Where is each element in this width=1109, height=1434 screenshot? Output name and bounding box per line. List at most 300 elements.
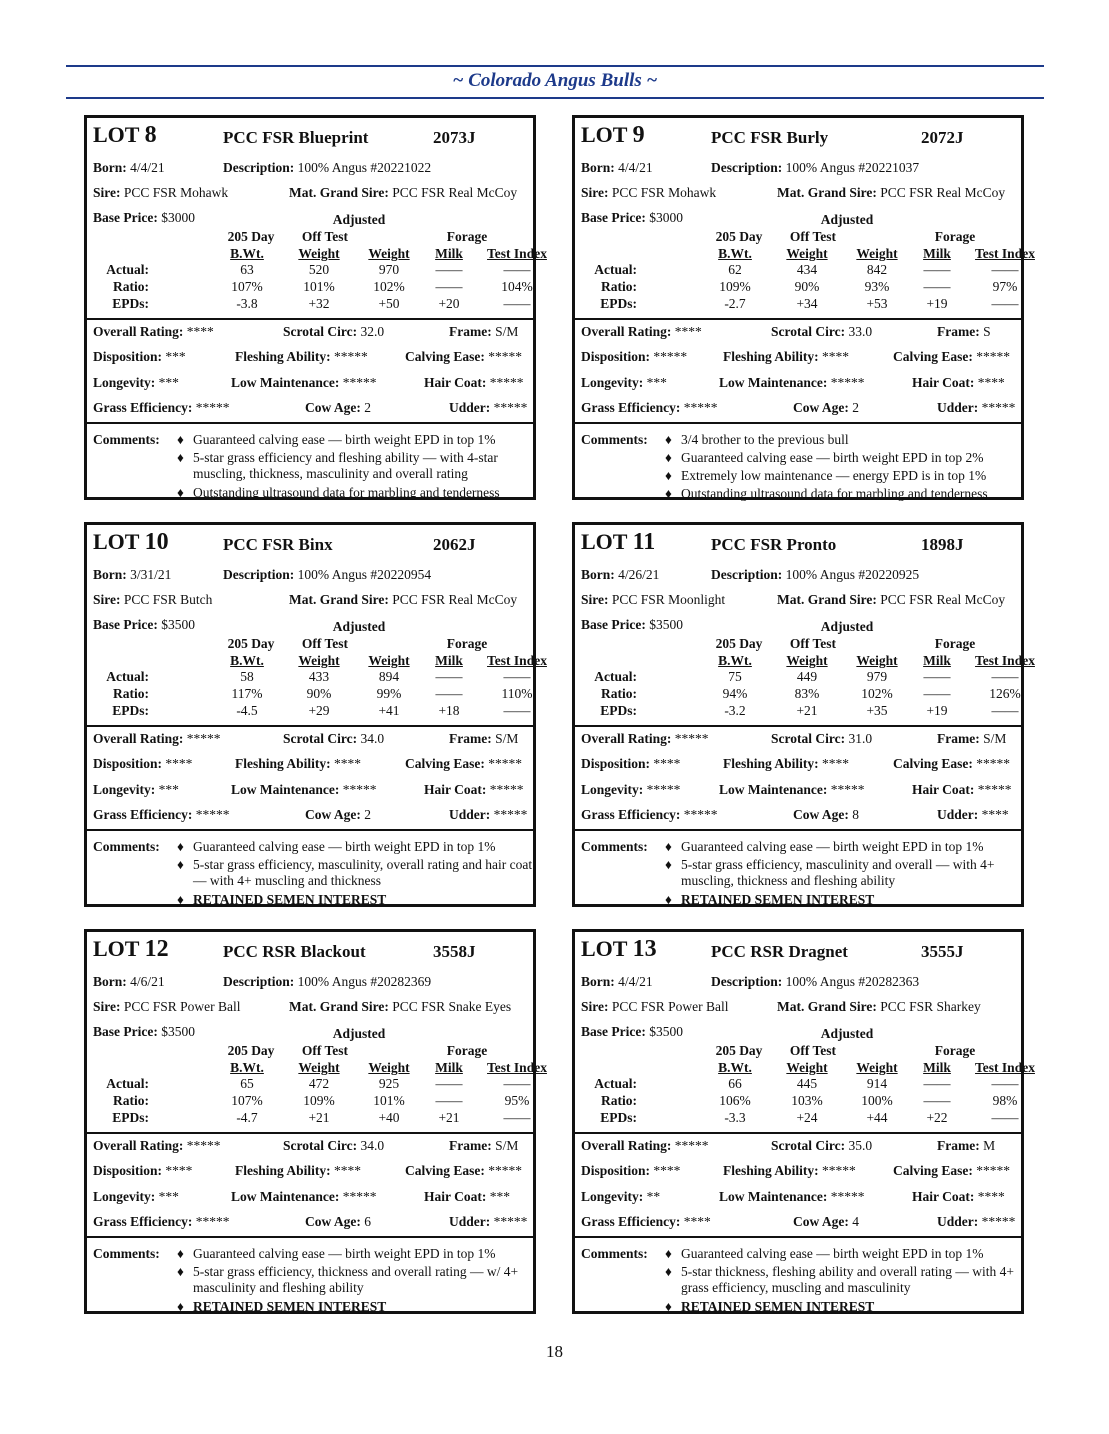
col-header-bwt: B.Wt. (230, 246, 264, 261)
frame-value: M (983, 1138, 996, 1153)
grass-efficiency-label: Grass Efficiency: (581, 807, 681, 822)
description-label: Description: (223, 160, 295, 175)
actual-cell: —— (991, 1076, 1019, 1091)
mat-grand-sire-label: Mat. Grand Sire: (289, 592, 389, 607)
udder-label: Udder: (449, 400, 491, 415)
fleshing-ability-value: **** (822, 756, 850, 771)
scrotal-circ-label: Scrotal Circ: (771, 324, 846, 339)
epds-row-label: EPDs: (600, 296, 637, 311)
hair-coat-value: **** (977, 1189, 1005, 1204)
bull-name: PCC RSR Blackout (223, 942, 366, 961)
lot-summary-section (87, 118, 547, 320)
comment-item: Guaranteed calving ease — birth weight EPD in top 1% (193, 432, 496, 447)
udder-label: Udder: (937, 807, 979, 822)
overall-rating-label: Overall Rating: (93, 1138, 184, 1153)
ratio-cell: —— (923, 686, 951, 701)
longevity-value: *** (646, 375, 667, 390)
epds-cell: -3.3 (724, 1110, 746, 1125)
lot-ratings-section (87, 320, 533, 424)
description-label: Description: (711, 974, 783, 989)
actual-cell: 434 (796, 262, 818, 277)
col-header-weight-offtest: Weight (856, 1060, 898, 1075)
col-header-test-index: Test Index (975, 653, 1035, 668)
ratio-cell: 126% (989, 686, 1021, 701)
udder-value: ***** (981, 1214, 1016, 1229)
cow-age-value: 6 (364, 1214, 371, 1229)
epds-cell: —— (503, 296, 531, 311)
ratio-cell: 106% (719, 1093, 751, 1108)
base-price-label: Base Price: (581, 1024, 646, 1039)
col-header-weight-205: Weight (298, 1060, 340, 1075)
fleshing-ability-value: ***** (822, 1163, 856, 1178)
disposition-label: Disposition: (581, 1163, 651, 1178)
cow-age-label: Cow Age: (793, 807, 849, 822)
disposition-value: **** (165, 756, 193, 771)
lot-word: LOT (93, 122, 140, 147)
disposition-value: **** (653, 756, 681, 771)
comment-item: 5-star grass efficiency, thickness and overall rating — w/ 4+ masculinity and fleshing ability (193, 1264, 519, 1295)
fleshing-ability-value: ***** (334, 349, 368, 364)
comments-label: Comments: (93, 1246, 160, 1261)
ratio-row-label: Ratio: (601, 279, 637, 294)
lot-card (84, 929, 547, 1314)
overall-rating-value: ***** (186, 1138, 221, 1153)
frame-label: Frame: (449, 324, 492, 339)
sire-value: PCC FSR Mohawk (123, 185, 229, 200)
ratio-cell: —— (923, 279, 951, 294)
lot-card (84, 115, 547, 500)
base-price-label: Base Price: (581, 210, 646, 225)
hair-coat-value: ***** (977, 782, 1012, 797)
epds-cell: +41 (378, 703, 400, 718)
col-header-test-index: Test Index (975, 1060, 1035, 1075)
actual-cell: 433 (308, 669, 330, 684)
description-value: 100% Angus #20282363 (785, 974, 920, 989)
ratio-cell: —— (435, 279, 463, 294)
comment-bullet: ♦ (177, 839, 184, 854)
udder-value: **** (981, 807, 1009, 822)
col-header-offtest: Off Test (789, 1043, 837, 1058)
actual-cell: —— (503, 262, 531, 277)
comment-bullet: ♦ (177, 432, 184, 447)
epds-cell: -3.8 (236, 296, 258, 311)
overall-rating-label: Overall Rating: (93, 731, 184, 746)
epds-cell: +50 (378, 296, 400, 311)
bull-tag: 2073J (433, 128, 476, 147)
low-maintenance-label: Low Maintenance: (719, 782, 828, 797)
comment-bullet: ♦ (665, 1264, 672, 1279)
lot-card (572, 522, 1035, 907)
col-header-205: 205 Day (715, 1043, 763, 1058)
ratio-cell: 95% (504, 1093, 530, 1108)
udder-label: Udder: (937, 1214, 979, 1229)
mat-grand-sire-label: Mat. Grand Sire: (777, 185, 877, 200)
born-label: Born: (93, 974, 127, 989)
calving-ease-label: Calving Ease: (405, 349, 485, 364)
lot-comments-section (87, 424, 533, 501)
col-header-milk: Milk (435, 246, 463, 261)
bull-name: PCC FSR Pronto (711, 535, 837, 554)
col-header-adjusted: Adjusted (820, 212, 874, 227)
longevity-label: Longevity: (581, 782, 644, 797)
col-header-adjusted: Adjusted (820, 1026, 874, 1041)
description-value: 100% Angus #20220925 (785, 567, 920, 582)
description-value: 100% Angus #20221037 (785, 160, 920, 175)
epds-row-label: EPDs: (600, 703, 637, 718)
actual-row-label: Actual: (594, 1076, 637, 1091)
longevity-value: *** (158, 1189, 179, 1204)
epds-cell: —— (991, 1110, 1019, 1125)
hair-coat-label: Hair Coat: (912, 1189, 975, 1204)
hair-coat-label: Hair Coat: (424, 1189, 487, 1204)
sire-value: PCC FSR Moonlight (611, 592, 726, 607)
scrotal-circ-label: Scrotal Circ: (283, 731, 358, 746)
fleshing-ability-value: **** (822, 349, 850, 364)
base-price-value: $3500 (161, 617, 195, 632)
epds-cell: +53 (866, 296, 888, 311)
grass-efficiency-label: Grass Efficiency: (581, 1214, 681, 1229)
actual-cell: 914 (866, 1076, 888, 1091)
disposition-value: **** (165, 1163, 193, 1178)
frame-label: Frame: (937, 324, 980, 339)
longevity-value: ** (646, 1189, 661, 1204)
grass-efficiency-label: Grass Efficiency: (93, 400, 193, 415)
mat-grand-sire-label: Mat. Grand Sire: (289, 185, 389, 200)
epds-cell: +35 (866, 703, 888, 718)
comment-item: RETAINED SEMEN INTEREST (193, 1299, 387, 1314)
fleshing-ability-value: **** (334, 756, 362, 771)
grass-efficiency-value: ***** (195, 400, 230, 415)
grass-efficiency-label: Grass Efficiency: (93, 807, 193, 822)
low-maintenance-label: Low Maintenance: (719, 375, 828, 390)
description-value: 100% Angus #20282369 (297, 974, 432, 989)
sire-value: PCC FSR Butch (123, 592, 213, 607)
low-maintenance-label: Low Maintenance: (719, 1189, 828, 1204)
comment-bullet: ♦ (665, 432, 672, 447)
born-value: 3/31/21 (130, 567, 172, 582)
calving-ease-label: Calving Ease: (405, 1163, 485, 1178)
actual-cell: 75 (728, 669, 742, 684)
grass-efficiency-label: Grass Efficiency: (93, 1214, 193, 1229)
bull-tag: 2062J (433, 535, 476, 554)
calving-ease-label: Calving Ease: (893, 349, 973, 364)
epds-cell: +34 (796, 296, 818, 311)
hair-coat-label: Hair Coat: (912, 375, 975, 390)
col-header-forage: Forage (446, 229, 488, 244)
longevity-label: Longevity: (93, 782, 156, 797)
sire-label: Sire: (93, 592, 121, 607)
col-header-weight-205: Weight (298, 653, 340, 668)
calving-ease-label: Calving Ease: (893, 756, 973, 771)
epds-cell: +18 (438, 703, 460, 718)
col-header-offtest: Off Test (789, 229, 837, 244)
cow-age-value: 8 (852, 807, 859, 822)
header-rule-bottom (66, 97, 1044, 99)
ratio-cell: 110% (501, 686, 533, 701)
hair-coat-value: ***** (489, 782, 524, 797)
lot-comments-section (87, 1238, 533, 1315)
comment-bullet: ♦ (665, 892, 672, 907)
comment-bullet: ♦ (665, 486, 672, 501)
ratio-row-label: Ratio: (113, 279, 149, 294)
ratio-cell: 102% (861, 686, 893, 701)
lot-summary-section (575, 932, 1035, 1134)
col-header-milk: Milk (435, 653, 463, 668)
page-number: 18 (546, 1342, 563, 1361)
fleshing-ability-value: **** (334, 1163, 362, 1178)
overall-rating-label: Overall Rating: (581, 324, 672, 339)
scrotal-circ-value: 31.0 (848, 731, 873, 746)
low-maintenance-label: Low Maintenance: (231, 375, 340, 390)
ratio-row-label: Ratio: (601, 686, 637, 701)
base-price-value: $3500 (649, 1024, 683, 1039)
actual-cell: —— (435, 669, 463, 684)
frame-label: Frame: (449, 1138, 492, 1153)
actual-row-label: Actual: (594, 262, 637, 277)
actual-cell: 449 (796, 669, 818, 684)
scrotal-circ-value: 34.0 (360, 731, 385, 746)
epds-row-label: EPDs: (112, 703, 149, 718)
lot-comments-section (575, 831, 1021, 908)
udder-value: ***** (493, 1214, 528, 1229)
ratio-cell: 98% (992, 1093, 1018, 1108)
scrotal-circ-label: Scrotal Circ: (283, 1138, 358, 1153)
ratio-cell: 99% (376, 686, 402, 701)
born-value: 4/26/21 (618, 567, 660, 582)
born-label: Born: (581, 974, 615, 989)
low-maintenance-value: ***** (342, 375, 377, 390)
overall-rating-value: ***** (186, 731, 221, 746)
longevity-label: Longevity: (93, 1189, 156, 1204)
col-header-test-index: Test Index (487, 653, 547, 668)
actual-cell: 894 (378, 669, 400, 684)
born-label: Born: (581, 160, 615, 175)
mat-grand-sire-value: PCC FSR Real McCoy (880, 592, 1006, 607)
born-label: Born: (581, 567, 615, 582)
epds-cell: -2.7 (724, 296, 746, 311)
lot-summary-section (87, 525, 547, 727)
page-header-title: ~ Colorado Angus Bulls ~ (452, 70, 658, 91)
cow-age-value: 4 (852, 1214, 859, 1229)
comment-item: Guaranteed calving ease — birth weight EPD in top 1% (681, 1246, 984, 1261)
lot-word: LOT (93, 936, 140, 961)
description-value: 100% Angus #20220954 (297, 567, 432, 582)
epds-cell: +21 (796, 703, 818, 718)
disposition-label: Disposition: (581, 349, 651, 364)
ratio-cell: 107% (231, 279, 263, 294)
disposition-label: Disposition: (93, 756, 163, 771)
longevity-label: Longevity: (93, 375, 156, 390)
epds-cell: +24 (796, 1110, 818, 1125)
lot-number (93, 936, 169, 961)
lot-number-value: 10 (144, 529, 169, 555)
bull-name: PCC FSR Burly (711, 128, 829, 147)
fleshing-ability-label: Fleshing Ability: (235, 1163, 331, 1178)
overall-rating-value: ***** (674, 731, 709, 746)
actual-cell: 970 (378, 262, 400, 277)
actual-cell: —— (435, 262, 463, 277)
overall-rating-value: **** (674, 324, 702, 339)
comment-item: RETAINED SEMEN INTEREST (681, 892, 875, 907)
hair-coat-label: Hair Coat: (424, 375, 487, 390)
col-header-milk: Milk (435, 1060, 463, 1075)
ratio-cell: —— (435, 686, 463, 701)
col-header-milk: Milk (923, 653, 951, 668)
base-price-value: $3000 (161, 210, 195, 225)
udder-value: ***** (981, 400, 1016, 415)
mat-grand-sire-value: PCC FSR Real McCoy (392, 185, 518, 200)
lot-number (581, 529, 655, 554)
longevity-label: Longevity: (581, 375, 644, 390)
epds-cell: —— (503, 1110, 531, 1125)
col-header-weight-offtest: Weight (856, 653, 898, 668)
comment-bullet: ♦ (177, 857, 184, 872)
disposition-value: **** (653, 1163, 681, 1178)
col-header-milk: Milk (923, 246, 951, 261)
scrotal-circ-value: 34.0 (360, 1138, 385, 1153)
lot-comments-section (575, 1238, 1021, 1315)
actual-cell: —— (503, 669, 531, 684)
epds-cell: +32 (308, 296, 330, 311)
longevity-value: *** (158, 375, 179, 390)
col-header-adjusted: Adjusted (820, 619, 874, 634)
lot-card (572, 115, 1035, 501)
actual-cell: 842 (866, 262, 888, 277)
description-label: Description: (711, 160, 783, 175)
ratio-cell: 90% (794, 279, 820, 294)
disposition-value: ***** (653, 349, 688, 364)
grass-efficiency-label: Grass Efficiency: (581, 400, 681, 415)
lot-ratings-section (575, 1134, 1021, 1238)
overall-rating-label: Overall Rating: (581, 731, 672, 746)
lot-number (581, 122, 645, 147)
cow-age-label: Cow Age: (305, 400, 361, 415)
frame-label: Frame: (449, 731, 492, 746)
comments-label: Comments: (581, 839, 648, 854)
bull-tag: 2072J (921, 128, 964, 147)
epds-cell: +19 (926, 703, 948, 718)
actual-cell: —— (503, 1076, 531, 1091)
base-price-label: Base Price: (581, 617, 646, 632)
epds-cell: +21 (438, 1110, 460, 1125)
col-header-205: 205 Day (715, 229, 763, 244)
comment-item: 5-star grass efficiency, masculinity, overall rating and hair coat — with 4+ muscling and thickness (193, 857, 533, 888)
mat-grand-sire-value: PCC FSR Sharkey (880, 999, 981, 1014)
scrotal-circ-label: Scrotal Circ: (771, 731, 846, 746)
epds-cell: —— (991, 703, 1019, 718)
bull-name: PCC FSR Binx (223, 535, 333, 554)
sire-label: Sire: (93, 999, 121, 1014)
lot-number-value: 11 (632, 529, 656, 555)
epds-row-label: EPDs: (112, 296, 149, 311)
actual-cell: 58 (240, 669, 254, 684)
comment-bullet: ♦ (665, 468, 672, 483)
lot-number-value: 9 (632, 122, 645, 148)
actual-row-label: Actual: (106, 1076, 149, 1091)
actual-cell: —— (991, 669, 1019, 684)
bull-tag: 3558J (433, 942, 476, 961)
scrotal-circ-label: Scrotal Circ: (771, 1138, 846, 1153)
ratio-row-label: Ratio: (113, 686, 149, 701)
sire-value: PCC FSR Power Ball (123, 999, 241, 1014)
description-label: Description: (223, 974, 295, 989)
col-header-205: 205 Day (227, 229, 275, 244)
cow-age-value: 2 (852, 400, 859, 415)
col-header-adjusted: Adjusted (332, 1026, 386, 1041)
bull-name: PCC FSR Blueprint (223, 128, 369, 147)
comment-item: 5-star thickness, fleshing ability and overall rating — with 4+ grass efficiency, muscling and masculinity (681, 1264, 1015, 1295)
ratio-cell: 117% (231, 686, 263, 701)
col-header-weight-offtest: Weight (368, 246, 410, 261)
col-header-offtest: Off Test (301, 1043, 349, 1058)
comment-item: 5-star grass efficiency and fleshing ability — with 4-star muscling, thickness, masculinity and overall rating (193, 450, 498, 481)
header-rule-top (66, 65, 1044, 67)
col-header-test-index: Test Index (975, 246, 1035, 261)
scrotal-circ-value: 32.0 (360, 324, 385, 339)
col-header-forage: Forage (446, 1043, 488, 1058)
comment-bullet: ♦ (665, 450, 672, 465)
actual-cell: —— (991, 262, 1019, 277)
actual-cell: 925 (378, 1076, 400, 1091)
bull-tag: 3555J (921, 942, 964, 961)
born-value: 4/4/21 (130, 160, 165, 175)
col-header-205: 205 Day (715, 636, 763, 651)
epds-cell: +20 (438, 296, 460, 311)
sire-label: Sire: (581, 999, 609, 1014)
ratio-row-label: Ratio: (113, 1093, 149, 1108)
col-header-forage: Forage (934, 229, 976, 244)
low-maintenance-value: ***** (342, 1189, 377, 1204)
epds-row-label: EPDs: (112, 1110, 149, 1125)
calving-ease-label: Calving Ease: (405, 756, 485, 771)
comment-bullet: ♦ (177, 892, 184, 907)
epds-cell: +40 (378, 1110, 400, 1125)
comment-item: Guaranteed calving ease — birth weight EPD in top 1% (681, 839, 984, 854)
col-header-weight-offtest: Weight (856, 246, 898, 261)
epds-cell: +44 (866, 1110, 888, 1125)
col-header-bwt: B.Wt. (718, 246, 752, 261)
overall-rating-value: **** (186, 324, 214, 339)
ratio-cell: 102% (373, 279, 405, 294)
mat-grand-sire-label: Mat. Grand Sire: (289, 999, 389, 1014)
comment-bullet: ♦ (177, 1299, 184, 1314)
actual-cell: 66 (728, 1076, 742, 1091)
grass-efficiency-value: ***** (195, 807, 230, 822)
disposition-label: Disposition: (93, 1163, 163, 1178)
ratio-cell: 109% (303, 1093, 335, 1108)
frame-value: S/M (495, 1138, 519, 1153)
disposition-value: *** (165, 349, 186, 364)
lot-comments-section (87, 831, 533, 908)
grass-efficiency-value: ***** (195, 1214, 230, 1229)
comment-item: 3/4 brother to the previous bull (681, 432, 849, 447)
base-price-value: $3500 (161, 1024, 195, 1039)
fleshing-ability-label: Fleshing Ability: (723, 1163, 819, 1178)
udder-value: ***** (493, 400, 528, 415)
udder-label: Udder: (449, 807, 491, 822)
col-header-adjusted: Adjusted (332, 212, 386, 227)
actual-cell: 979 (866, 669, 888, 684)
base-price-value: $3000 (649, 210, 683, 225)
col-header-weight-offtest: Weight (368, 1060, 410, 1075)
lot-word: LOT (93, 529, 140, 554)
actual-cell: —— (435, 1076, 463, 1091)
longevity-value: ***** (646, 782, 681, 797)
lot-word: LOT (581, 529, 628, 554)
comment-bullet: ♦ (177, 485, 184, 500)
ratio-cell: 83% (794, 686, 820, 701)
comments-label: Comments: (581, 432, 648, 447)
